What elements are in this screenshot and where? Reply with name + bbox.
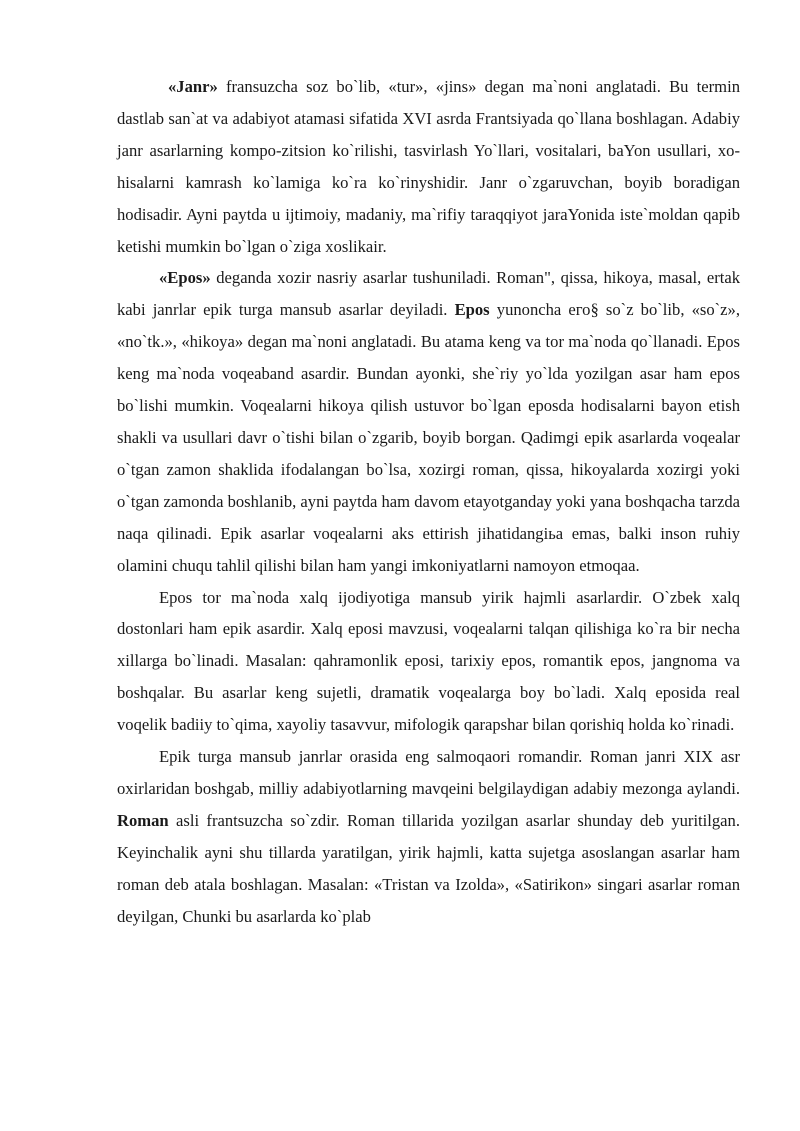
paragraph-text: Epik turga mansub janrlar orasida eng salmoqaori romandir. Roman janri XIX asr oxirlaridan boshgab, milliy adabiyotlarning mavqeini belgilaydigan adabiy mezonga aylandi. — [117, 747, 740, 798]
paragraph-roman — [117, 741, 740, 932]
paragraph-text: asli frantsuzcha so`zdir. Roman tillarida yozilgan asarlar shunday deb yuritilgan. Keyinchalik ayni shu tillarda yaratilgan, yirik hajmli, katta sujetga asoslangan asarlar ham roman deb atala boshlagan. Masalan: «Tristan va Izolda», «Satirikon» singari asarlar roman deyilgan, Chunki bu asarlarda ko`plab — [117, 810, 740, 926]
term-epos-inline: Epos — [454, 300, 490, 320]
term-epos: «Epos» — [159, 268, 211, 288]
paragraph-janr — [117, 71, 740, 262]
paragraph-epos-narrow — [117, 582, 740, 742]
term-janr: «Janr» — [168, 77, 218, 96]
paragraph-text: fransuzcha soz bo`lib, «tur», «jins» degan ma`noni anglatadi. Bu termin dastlab san`at va adabiyot atamasi sifatida XVI asrda Frantsiyada qo`llana boshlagan. Adabiy janr asarlarning kompo-zitsion ko`rilishi, tasvirlash Yo`llari, vositalari, baYon usullari, xo-hisalarni kamrash ko`lamiga ko`ra ko`rinyshidir. Janr o`zgaruvchan, boyib boradigan hodisadir. Ayni paytda u ijtimoiy, madaniy, ma`rifiy taraqqiyot jaraYonida iste`moldan qapib ketishi mumkin bo`lgan o`ziga xoslikair. — [117, 77, 740, 256]
paragraph-text: deganda xozir nasriy asarlar tushuniladi. Roman", qissa, hikoya, masal, ertak kabi janrlar epik turga mansub asarlar deyiladi. — [117, 268, 740, 320]
term-roman: Roman — [117, 810, 169, 830]
paragraph-text: Epos tor ma`noda xalq ijodiyotiga mansub yirik hajmli asarlardir. O`zbek xalq dostonlari ham epik asardir. Xalq eposi mavzusi, voqealarni talqan qilishiga ko`ra bir necha xillarga bo`linadi. Masalan: qahramonlik eposi, tarixiy epos, romantik epos, jangnoma va boshqalar. Bu asarlar keng sujetli, dramatik voqealarga boy bo`ladi. Xalq eposida real voqelik badiiy to`qima, xayoliy tasavvur, mifologik qarapshar bilan qorishiq holda ko`rinadi. — [117, 587, 740, 735]
document-body — [117, 71, 740, 932]
paragraph-text: yunoncha eго§ so`z bo`lib, «so`z», «no`tk.», «hikoya» degan ma`noni anglatadi. Bu atama keng va tor ma`noda qo`llanadi. Epos keng ma`noda voqeaband asardir. Bundan ayonki, she`riy yo`lda yozilgan asar ham epos bo`lishi mumkin. Voqealarni hikoya qilish ustuvor bo`lgan eposda hodisalarni bayon etish shakli va usullari davr o`tishi bilan o`zgarib, boyib borgan. Qadimgi epik asarlarda voqealar o`tgan zamon shaklida ifodalangan bo`lsa, xozirgi roman, qissa, hikoyalarda xozirgi yoki o`tgan zamonda boshlanib, ayni paytda ham davom etayotganday yoki yana boshqacha tarzda naqa qilinadi. Epik asarlar voqealarni aks ettirish jihatidangiьа emas, balki inson ruhiy olamini chuqu tahlil qilishi bilan ham yangi imkoniyatlarni namoyon etmoqaa. — [117, 300, 740, 575]
paragraph-epos — [117, 262, 740, 581]
